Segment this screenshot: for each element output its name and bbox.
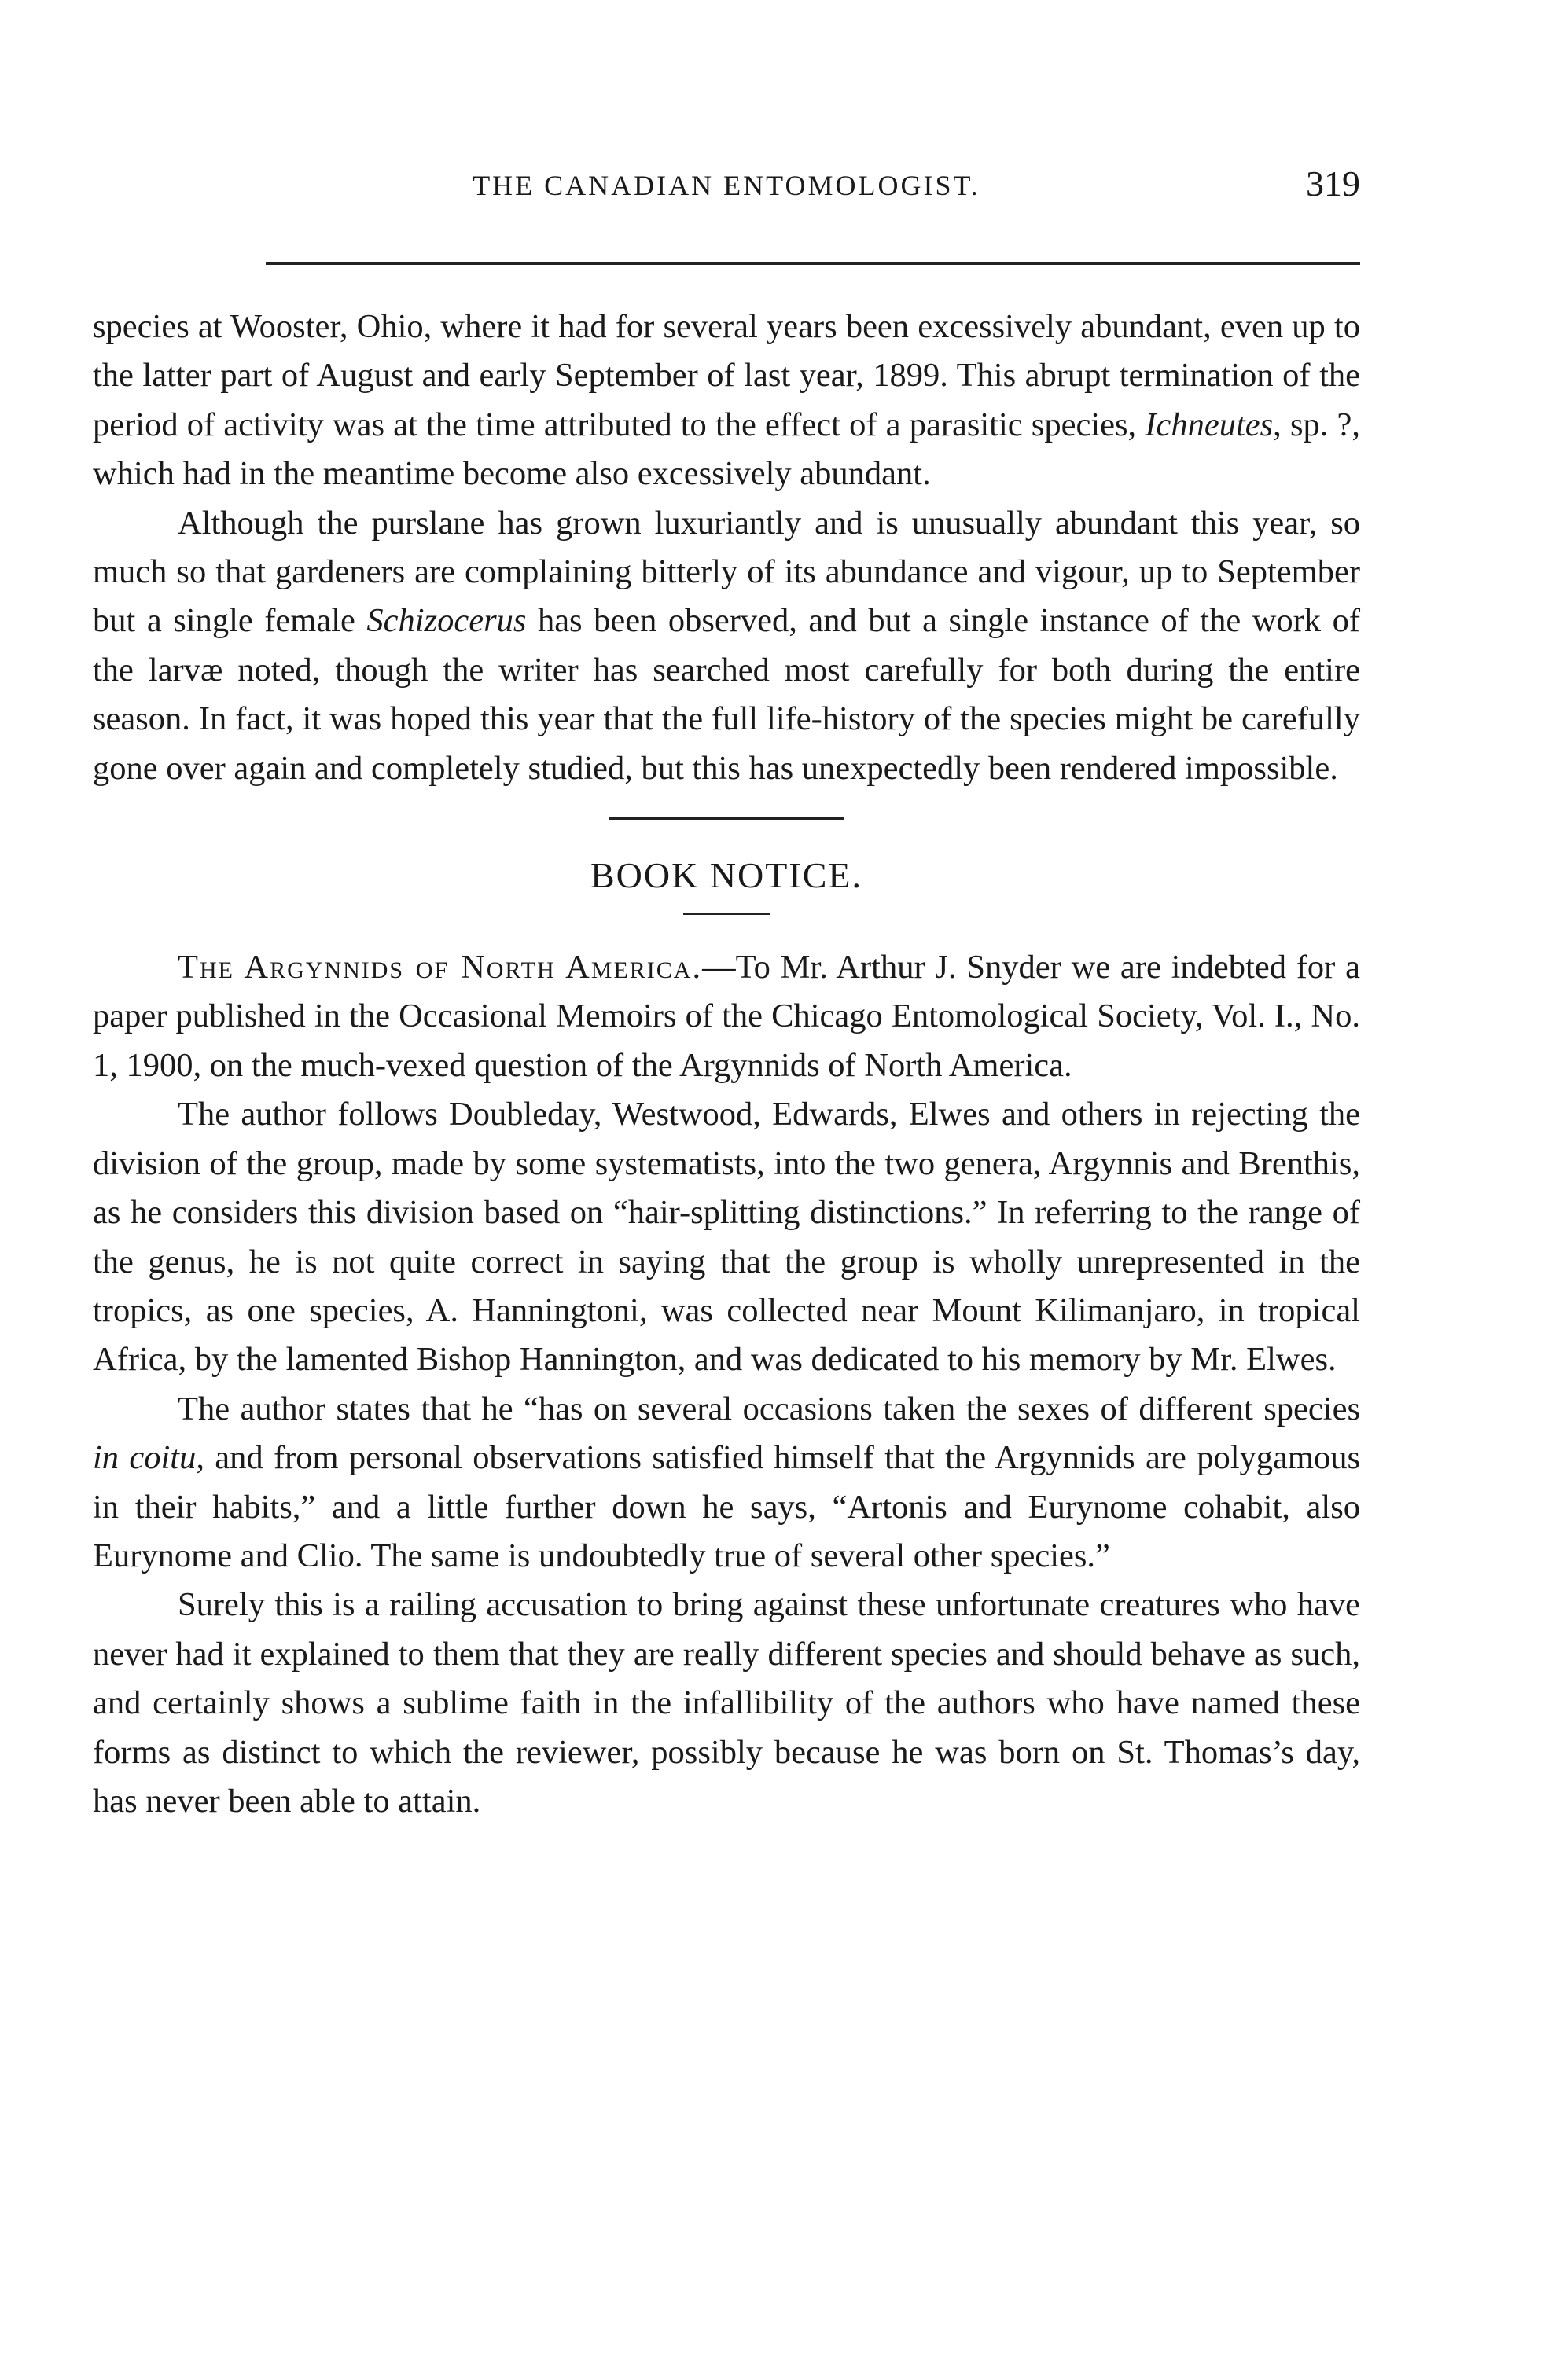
paragraph-1-text-b: , sp. ?, which had in the meantime become also excessively abundant. (93, 406, 1361, 493)
paragraph-2-text-a: Although the purslane has grown luxuriantly and is unusually abundant this year, so much so that gardeners are complaining bitterly of its abundance and vigour, up to September but a single female (93, 504, 1360, 640)
running-head (93, 161, 1360, 216)
paragraph-1-text-a: species at Wooster, Ohio, where it had for several years been excessively abundant, even up to the latter part of August and early September of last year, 1899. This abrupt termination of the period of activity was at the time attributed to the effect of a parasitic species, (93, 308, 1360, 443)
paragraph-2-text-b: has been observed, and but a single instance of the work of the larvæ noted, though the writer has searched most carefully for both during the entire season. In fact, it was hoped this year that the full life-history of the species might be carefully gone over again and completely studied, but this has unexpectedly been rendered impossible. (93, 602, 1360, 787)
header-rule (266, 262, 1360, 265)
paragraph-6: Surely this is a railing accusation to bring against these unfortunate creatures who have never had it explained to them that they are really different species and should behave as such, and certainly shows a sublime faith in the infallibility of the authors who have named these forms as distinct to which the reviewer, possibly because he was born on St. Thomas’s day, has never been able to attain. (93, 1586, 1360, 1820)
paragraph-5 (93, 1385, 1360, 1581)
review-title: The Argynnids of North America. (178, 949, 703, 986)
body-text (93, 303, 1360, 1826)
paragraph-1-italic: Ichneutes (1145, 406, 1274, 443)
paragraph-5-text-a: The author states that he “has on several occasions taken the sexes of different species (178, 1390, 1360, 1427)
paragraph-3-text: —To Mr. Arthur J. Snyder we are indebted for a paper published in the Occasional Memoirs of the Chicago Entomological Society, Vol. I., No. 1, 1900, on the much-vexed question of the Argynnids of North America. (93, 949, 1360, 1084)
page (93, 161, 1361, 1820)
running-title: THE CANADIAN ENTOMOLOGIST. (473, 170, 980, 201)
page-number: 319 (1306, 163, 1360, 204)
paragraph-3 (93, 943, 1360, 1090)
section-heading: BOOK NOTICE. (590, 855, 862, 896)
paragraph-4: The author follows Doubleday, Westwood, Edwards, Elwes and others in rejecting the division of the group, made by some systematists, into the two genera, Argynnis and Brenthis, as he considers this division based on “hair-splitting distinctions.” In referring to the range of the genus, he is not quite correct in saying that the group is wholly unrepresented in the tropics, as one species, A. Hanningtoni, was collected near Mount Kilimanjaro, in tropical Africa, by the lamented Bishop Hannington, and was dedicated to his memory by Mr. Elwes. (93, 1096, 1360, 1379)
paragraph-2-italic: Schizocerus (366, 602, 527, 640)
paragraph-5-italic: in coitu (93, 1439, 197, 1477)
section-divider-rule (609, 817, 844, 820)
paragraph-2 (93, 499, 1360, 793)
paragraph-5-text-b: , and from personal observations satisfied himself that the Argynnids are polygamous in their habits,” and a little further down he says, “Artonis and Eurynome cohabit, also Eurynome and Clio. The same is undoubtedly true of several other species.” (93, 1439, 1360, 1574)
heading-underline-rule (683, 913, 770, 915)
paragraph-1 (93, 303, 1360, 499)
